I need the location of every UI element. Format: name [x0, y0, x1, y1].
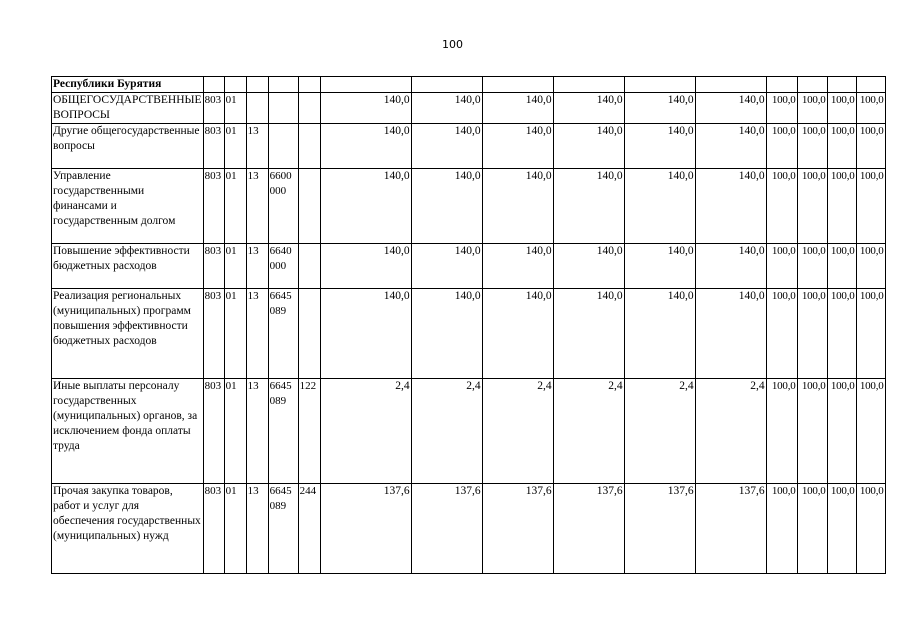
expense-type-code [298, 289, 320, 379]
ministry-code: 803 [203, 379, 224, 484]
target-article-code [268, 124, 298, 169]
subsection-code: 13 [246, 289, 268, 379]
amount-5: 140,0 [624, 244, 695, 289]
expense-type-code: 244 [298, 484, 320, 574]
percent-3: 100,0 [827, 93, 856, 124]
amount-3: 140,0 [482, 124, 553, 169]
amount-2: 140,0 [411, 124, 482, 169]
amount-1: 140,0 [320, 93, 411, 124]
percent-3: 100,0 [827, 484, 856, 574]
amount-2: 140,0 [411, 289, 482, 379]
ministry-code: 803 [203, 244, 224, 289]
table-row [52, 484, 886, 574]
amount-1: 137,6 [320, 484, 411, 574]
amount-1: 140,0 [320, 124, 411, 169]
ministry-code: 803 [203, 169, 224, 244]
amount-4: 140,0 [553, 124, 624, 169]
subsection-code: 13 [246, 124, 268, 169]
section-code: 01 [224, 169, 246, 244]
subsection-code: 13 [246, 169, 268, 244]
section-title: Республики Бурятия [52, 77, 204, 93]
expense-type-code [298, 169, 320, 244]
subsection-code [246, 93, 268, 124]
amount-4: 2,4 [553, 379, 624, 484]
amount-4: 140,0 [553, 289, 624, 379]
row-name: Прочая закупка товаров, работ и услуг для обеспечения государственных (муниципальных) нужд [52, 484, 204, 574]
ministry-code: 803 [203, 484, 224, 574]
amount-6: 140,0 [695, 93, 766, 124]
percent-2: 100,0 [797, 244, 827, 289]
table-row [52, 124, 886, 169]
amount-5: 140,0 [624, 169, 695, 244]
percent-3: 100,0 [827, 244, 856, 289]
percent-2: 100,0 [797, 484, 827, 574]
amount-3: 2,4 [482, 379, 553, 484]
amount-3: 140,0 [482, 169, 553, 244]
target-article-code: 6640 000 [268, 244, 298, 289]
amount-6: 140,0 [695, 169, 766, 244]
section-code: 01 [224, 484, 246, 574]
amount-3: 137,6 [482, 484, 553, 574]
budget-table [51, 76, 886, 574]
amount-3: 140,0 [482, 289, 553, 379]
amount-5: 140,0 [624, 124, 695, 169]
amount-5: 137,6 [624, 484, 695, 574]
section-code: 01 [224, 124, 246, 169]
percent-4: 100,0 [856, 244, 885, 289]
percent-2: 100,0 [797, 124, 827, 169]
subsection-code: 13 [246, 244, 268, 289]
amount-2: 2,4 [411, 379, 482, 484]
amount-1: 140,0 [320, 244, 411, 289]
row-name: ОБЩЕГОСУДАРСТВЕННЫЕ ВОПРОСЫ [52, 93, 204, 124]
percent-4: 100,0 [856, 289, 885, 379]
percent-1: 100,0 [766, 379, 797, 484]
table-row [52, 169, 886, 244]
target-article-code [268, 93, 298, 124]
percent-2: 100,0 [797, 93, 827, 124]
table-row [52, 289, 886, 379]
amount-4: 140,0 [553, 244, 624, 289]
row-name: Повышение эффективности бюджетных расходов [52, 244, 204, 289]
page-number: 100 [442, 38, 463, 51]
percent-1: 100,0 [766, 244, 797, 289]
percent-3: 100,0 [827, 379, 856, 484]
percent-2: 100,0 [797, 379, 827, 484]
amount-2: 140,0 [411, 169, 482, 244]
percent-2: 100,0 [797, 169, 827, 244]
percent-3: 100,0 [827, 289, 856, 379]
expense-type-code [298, 124, 320, 169]
subsection-code: 13 [246, 379, 268, 484]
table-row [52, 93, 886, 124]
amount-6: 140,0 [695, 124, 766, 169]
percent-4: 100,0 [856, 379, 885, 484]
amount-4: 140,0 [553, 169, 624, 244]
expense-type-code [298, 93, 320, 124]
section-code: 01 [224, 244, 246, 289]
table-row [52, 244, 886, 289]
row-name: Управление государственными финансами и государственным долгом [52, 169, 204, 244]
section-code: 01 [224, 379, 246, 484]
amount-4: 137,6 [553, 484, 624, 574]
percent-1: 100,0 [766, 124, 797, 169]
amount-6: 2,4 [695, 379, 766, 484]
ministry-code: 803 [203, 124, 224, 169]
amount-3: 140,0 [482, 244, 553, 289]
subsection-code: 13 [246, 484, 268, 574]
amount-1: 140,0 [320, 289, 411, 379]
row-name: Другие общегосударственные вопросы [52, 124, 204, 169]
row-name: Иные выплаты персоналу государственных (муниципальных) органов, за исключением фонда оплаты труда [52, 379, 204, 484]
amount-5: 140,0 [624, 93, 695, 124]
amount-5: 2,4 [624, 379, 695, 484]
amount-4: 140,0 [553, 93, 624, 124]
expense-type-code [298, 244, 320, 289]
percent-1: 100,0 [766, 484, 797, 574]
amount-6: 140,0 [695, 244, 766, 289]
percent-4: 100,0 [856, 124, 885, 169]
amount-5: 140,0 [624, 289, 695, 379]
amount-1: 140,0 [320, 169, 411, 244]
row-name: Реализация региональных (муниципальных) программ повышения эффективности бюджетных расходов [52, 289, 204, 379]
ministry-code: 803 [203, 93, 224, 124]
percent-4: 100,0 [856, 93, 885, 124]
amount-2: 137,6 [411, 484, 482, 574]
amount-6: 140,0 [695, 289, 766, 379]
percent-1: 100,0 [766, 289, 797, 379]
percent-1: 100,0 [766, 169, 797, 244]
amount-1: 2,4 [320, 379, 411, 484]
amount-3: 140,0 [482, 93, 553, 124]
section-code: 01 [224, 93, 246, 124]
percent-3: 100,0 [827, 124, 856, 169]
percent-4: 100,0 [856, 169, 885, 244]
percent-3: 100,0 [827, 169, 856, 244]
ministry-code: 803 [203, 289, 224, 379]
target-article-code: 6645 089 [268, 484, 298, 574]
percent-1: 100,0 [766, 93, 797, 124]
amount-2: 140,0 [411, 244, 482, 289]
amount-2: 140,0 [411, 93, 482, 124]
percent-2: 100,0 [797, 289, 827, 379]
target-article-code: 6645 089 [268, 379, 298, 484]
section-code: 01 [224, 289, 246, 379]
expense-type-code: 122 [298, 379, 320, 484]
percent-4: 100,0 [856, 484, 885, 574]
section-header-row [52, 77, 886, 93]
amount-6: 137,6 [695, 484, 766, 574]
target-article-code: 6600 000 [268, 169, 298, 244]
table-row [52, 379, 886, 484]
target-article-code: 6645 089 [268, 289, 298, 379]
